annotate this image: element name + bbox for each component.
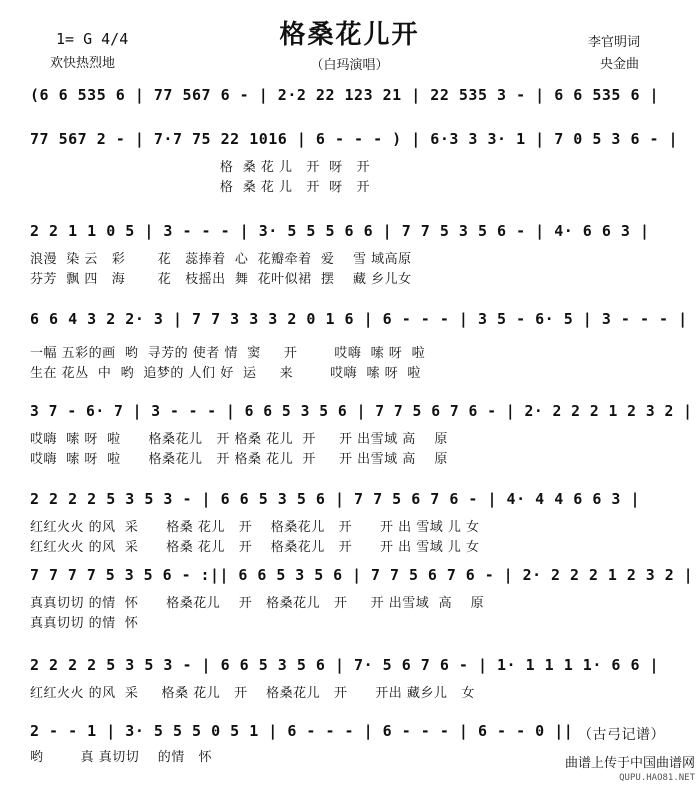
lyric-line-1: 红红火火 的风 采 格桑 花儿 开 格桑花儿 开 开出 藏乡儿 女 <box>30 686 475 701</box>
lyric-line-2: 哎嗨 嗦 呀 啦 格桑花儿 开 格桑 花儿 开 开 出雪域 高 原 <box>30 452 448 467</box>
tempo-marking: 欢快热烈地 <box>50 56 116 71</box>
lyric-line-1: 格 桑 花 儿 开 呀 开 <box>30 160 371 175</box>
lyric-line-2: 芬芳 飘 四 海 花 枝摇出 舞 花叶似裙 摆 藏 乡儿女 <box>30 272 412 287</box>
transcriber-note: （古弓记谱） <box>578 727 665 743</box>
notation-line: 2 2 2 2 5 3 5 3 - | 6 6 5 3 5 6 | 7 7 5 6 7 6 - | 4· 4 4 6 6 3 | <box>30 490 640 508</box>
lyric-line-1: 哎嗨 嗦 呀 啦 格桑花儿 开 格桑 花儿 开 开 出雪域 高 原 <box>30 432 448 447</box>
site-watermark <box>565 756 695 786</box>
page-title: 格桑花儿开 <box>279 20 420 50</box>
watermark-url: QUPU.HAO81.NET <box>619 773 695 783</box>
watermark-text: 曲谱上传于中国曲谱网 <box>564 756 695 771</box>
lyric-line-1: 真真切切 的情 怀 格桑花儿 开 格桑花儿 开 开 出雪域 高 原 <box>30 596 485 611</box>
notation-line: 7 7 7 7 5 3 5 6 - :|| 6 6 5 3 5 6 | 7 7 5 6 7 6 - | 2· 2 2 2 1 2 3 2 | <box>30 566 694 584</box>
composer-credit: 央金曲 <box>600 57 640 72</box>
lyric-line-1: 一幅 五彩的画 哟 寻芳的 使者 情 窦 开 哎嗨 嗦 呀 啦 <box>30 346 426 361</box>
lyric-line-2: 生在 花丛 中 哟 追梦的 人们 好 运 来 哎嗨 嗦 呀 啦 <box>30 366 421 381</box>
notation-line: 2 2 2 2 5 3 5 3 - | 6 6 5 3 5 6 | 7· 5 6 7 6 - | 1· 1 1 1 1· 6 6 | <box>30 656 660 674</box>
notation-line: 2 - - 1 | 3· 5 5 5 0 5 1 | 6 - - - | 6 - - - | 6 - - 0 || <box>30 722 574 740</box>
lyricist-credit: 李官明词 <box>588 35 641 50</box>
notation-line: (6 6 535 6 | 77 567 6 - | 2·2 22 123 21 | 22 535 3 - | 6 6 535 6 | <box>30 86 660 104</box>
key-signature: 1= G 4/4 <box>56 30 129 48</box>
notation-line: 77 567 2 - | 7·7 75 22 1016 | 6 - - - ) | 6·3 3 3· 1 | 7 0 5 3 6 - | <box>30 130 679 148</box>
singer-credit: （白玛演唱） <box>310 58 389 73</box>
notation-line: 2 2 1 1 0 5 | 3 - - - | 3· 5 5 5 6 6 | 7 7 5 3 5 6 - | 4· 6 6 3 | <box>30 222 650 240</box>
notation-line: 3 7 - 6· 7 | 3 - - - | 6 6 5 3 5 6 | 7 7 5 6 7 6 - | 2· 2 2 2 1 2 3 2 | <box>30 402 693 420</box>
lyric-line-2: 真真切切 的情 怀 <box>30 616 139 631</box>
lyric-line-1: 浪漫 染 云 彩 花 蕊捧着 心 花瓣牵着 爱 雪 域高原 <box>30 252 412 267</box>
lyric-line-2: 红红火火 的风 采 格桑 花儿 开 格桑花儿 开 开 出 雪域 儿 女 <box>30 540 480 555</box>
lyric-line-1: 哟 真 真切切 的情 怀 <box>30 750 213 765</box>
lyric-line-1: 红红火火 的风 采 格桑 花儿 开 格桑花儿 开 开 出 雪域 儿 女 <box>30 520 480 535</box>
lyric-line-2: 格 桑 花 儿 开 呀 开 <box>30 180 371 195</box>
notation-line: 6 6 4 3 2 2· 3 | 7 7 3 3 3 2 0 1 6 | 6 - - - | 3 5 - 6· 5 | 3 - - - | <box>30 310 688 328</box>
